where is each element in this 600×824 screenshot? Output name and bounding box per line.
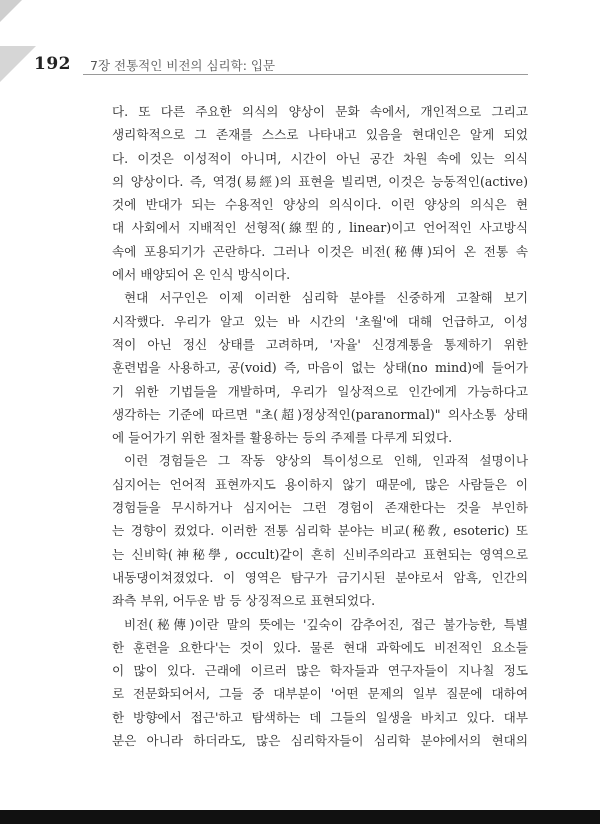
body-line: 는 경향이 컸었다. 이러한 전통 심리학 분야는 비교(秘敎, esoteric) 또 <box>112 523 528 539</box>
body-line: 분은 아니라 하더라도, 많은 심리학자들이 심리학 분야에서의 현대의 <box>112 733 528 749</box>
header-wedge-decoration <box>0 46 36 82</box>
body-line: 이 많이 있다. 근래에 이르러 많은 학자들과 연구자들이 지나칠 정도 <box>112 663 528 679</box>
page-corner-mark <box>0 0 22 22</box>
body-line: 내동댕이쳐졌었다. 이 영역은 탐구가 금기시된 분야로서 암흑, 인간의 <box>112 569 528 585</box>
body-line: 생각하는 기준에 따르면 "초(超)정상적인(paranormal)" 의사소통 상태 <box>112 406 528 422</box>
body-line: 한 방향에서 접근'하고 탐색하는 데 그들의 일생을 바치고 있다. 대부 <box>112 709 528 725</box>
body-line: 속에 포용되기가 곤란하다. 그러나 이것은 비전(秘傳)되어 온 전통 속 <box>112 243 528 259</box>
body-line: 에 들어가기 위한 절차를 활용하는 등의 주제를 다루게 되었다. <box>112 430 453 446</box>
header-rule <box>83 74 528 75</box>
body-line: 기 위한 기법들을 개발하며, 우리가 일상적으로 인간에게 가능하다고 <box>112 383 528 399</box>
body-text <box>112 100 528 752</box>
bottom-edge-band <box>0 810 600 824</box>
body-line: 한 훈련을 요한다'는 것이 있다. 물론 현대 과학에도 비전적인 요소들 <box>112 639 528 655</box>
body-line: 심지어는 언어적 표현까지도 용이하지 않기 때문에, 많은 사람들은 이 <box>112 476 528 492</box>
chapter-title: 7장 전통적인 비전의 심리학: 입문 <box>90 58 276 73</box>
body-line: 현대 서구인은 이제 이러한 심리학 분야를 신중하게 고찰해 보기 <box>124 290 528 306</box>
body-line: 생리학적으로 그 존재를 스스로 나타내고 있음을 현대인은 알게 되었 <box>112 127 528 143</box>
body-line: 훈련법을 사용하고, 공(void) 즉, 마음이 없는 상태(no mind)에 들어가 <box>112 360 528 376</box>
body-line: 시작했다. 우리가 알고 있는 바 시간의 '초월'에 대해 언급하고, 이성 <box>112 313 528 329</box>
body-line: 다. 또 다른 주요한 의식의 양상이 문화 속에서, 개인적으로 그리고 <box>112 104 528 119</box>
body-line: 좌측 부위, 어두운 밤 등 상징적으로 표현되었다. <box>112 593 376 609</box>
body-line: 비전(秘傳)이란 말의 뜻에는 '깊숙이 감추어진, 접근 불가능한, 특별 <box>124 616 528 632</box>
body-line: 대 사회에서 지배적인 선형적(線型的, linear)이고 언어적인 사고방식 <box>112 220 528 236</box>
body-line: 로 전문화되어서, 그들 중 대부분이 '어떤 문제의 일부 질문에 대하여 <box>112 686 528 702</box>
body-line: 적이 아닌 정신 상태를 고려하며, '자율' 신경계통을 통제하기 위한 <box>112 336 528 352</box>
body-line: 것에 반대가 되는 수용적인 양상의 의식이다. 이런 양상의 의식은 현 <box>112 197 528 213</box>
body-line: 에서 배양되어 온 인식 방식이다. <box>112 267 291 283</box>
page-number: 192 <box>34 54 71 74</box>
body-line: 경험들을 무시하거나 심지어는 그런 경험이 존재한다는 것을 부인하 <box>112 500 528 516</box>
body-line: 의 양상이다. 즉, 역경(易經)의 표현을 빌리면, 이것은 능동적인(active) <box>112 173 528 189</box>
body-line: 이런 경험들은 그 작동 양상의 특이성으로 인해, 인과적 설명이나 <box>124 453 528 469</box>
body-line: 다. 이것은 이성적이 아니며, 시간이 아닌 공간 차원 속에 있는 의식 <box>112 150 528 166</box>
body-line: 는 신비학(神秘學, occult)같이 흔히 신비주의라고 표현되는 영역으로 <box>112 546 528 562</box>
